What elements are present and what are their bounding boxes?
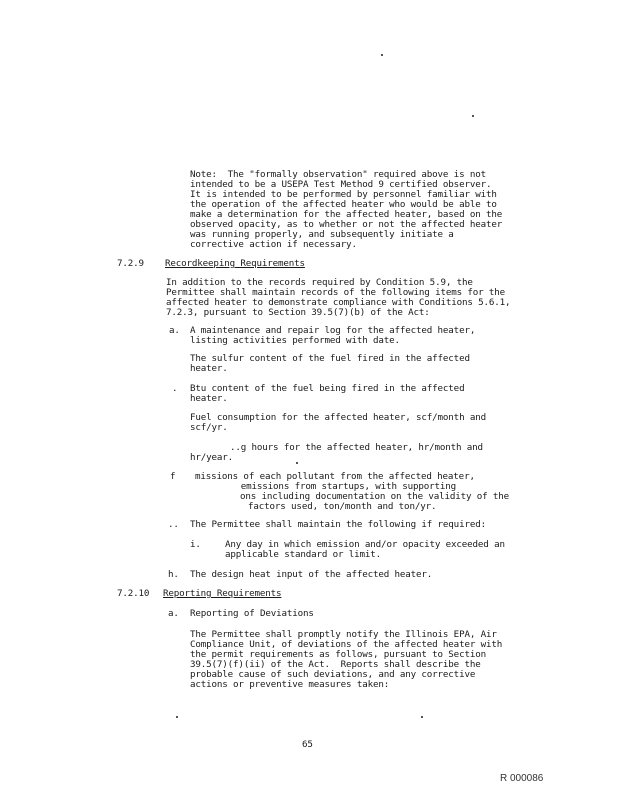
scan-speck [381, 54, 383, 56]
item-e-line: hr/year. [190, 452, 234, 463]
item-b-line: The sulfur content of the fuel fired in the affected [190, 353, 470, 364]
item-a-title: Reporting of Deviations [190, 608, 314, 619]
reporting-line: the permit requirements as follows, pursuant to Section [190, 649, 486, 660]
scan-speck [176, 716, 178, 718]
section-number: 7.2.9 [117, 258, 144, 269]
item-f-line: ons including documentation on the validity of the [240, 491, 510, 502]
note-line: Note: The "formally observation" required above is not [190, 169, 486, 180]
item-c-line: heater. [190, 393, 228, 404]
item-b-line: heater. [190, 363, 228, 374]
section-intro-line: affected heater to demonstrate compliance with Conditions 5.6.1, [166, 297, 511, 308]
item-f-line: emissions from startups, with supporting [230, 481, 457, 492]
item-h-line: The design heat input of the affected heater. [190, 569, 433, 580]
item-g-i-line: applicable standard or limit. [225, 549, 382, 560]
item-marker: i. [190, 539, 201, 550]
reporting-line: The Permittee shall promptly notify the Illinois EPA, Air [190, 629, 497, 640]
bates-number: R 000086 [500, 773, 544, 784]
note-line: observed opacity, as to whether or not the affected heater [190, 219, 503, 230]
note-line: was running properly, and subsequently initiate a [190, 229, 454, 240]
page-number: 65 [302, 739, 313, 750]
section-intro-line: 7.2.3, pursuant to Section 39.5(7)(b) of the Act: [166, 307, 430, 318]
item-d-line: scf/yr. [190, 422, 228, 433]
reporting-line: actions or preventive measures taken: [190, 679, 390, 690]
item-marker: f [170, 471, 176, 482]
item-marker: a. [169, 325, 180, 336]
note-line: It is intended to be performed by personnel familiar with [190, 189, 497, 200]
item-a-line: A maintenance and repair log for the affected heater, [190, 325, 476, 336]
item-d-line: Fuel consumption for the affected heater, scf/month and [190, 412, 486, 423]
item-f-line: missions of each pollutant from the affected heater, [195, 471, 475, 482]
item-marker: a. [168, 608, 179, 619]
scan-speck [296, 462, 298, 464]
item-a-line: listing activities performed with date. [190, 335, 400, 346]
item-marker: . [172, 383, 178, 394]
section-title: Recordkeeping Requirements [165, 258, 305, 269]
item-f-line: factors used, ton/month and ton/yr. [248, 501, 437, 512]
reporting-line: Compliance Unit, of deviations of the affected heater with [190, 639, 503, 650]
section-number: 7.2.10 [117, 588, 150, 599]
item-marker: h. [168, 569, 179, 580]
scan-speck [421, 716, 423, 718]
item-marker: .. [168, 519, 179, 530]
note-line: intended to be a USEPA Test Method 9 certified observer. [190, 179, 492, 190]
reporting-line: 39.5(7)(f)(ii) of the Act. Reports shall describe the [190, 659, 481, 670]
section-intro-line: Permittee shall maintain records of the following items for the [166, 287, 506, 298]
note-line: corrective action if necessary. [190, 239, 357, 250]
reporting-line: probable cause of such deviations, and any corrective [190, 669, 476, 680]
item-c-line: Btu content of the fuel being fired in the affected [190, 383, 465, 394]
item-g-line: The Permittee shall maintain the following if required: [190, 519, 486, 530]
scan-speck [472, 115, 474, 117]
section-intro-line: In addition to the records required by Condition 5.9, the [166, 277, 473, 288]
note-line: the operation of the affected heater who would be able to [190, 199, 497, 210]
section-title: Reporting Requirements [163, 588, 282, 599]
note-line: make a determination for the affected heater, based on the [190, 209, 503, 220]
item-e-line: ..g hours for the affected heater, hr/month and [230, 442, 483, 453]
item-g-i-line: Any day in which emission and/or opacity exceeded an [225, 539, 505, 550]
